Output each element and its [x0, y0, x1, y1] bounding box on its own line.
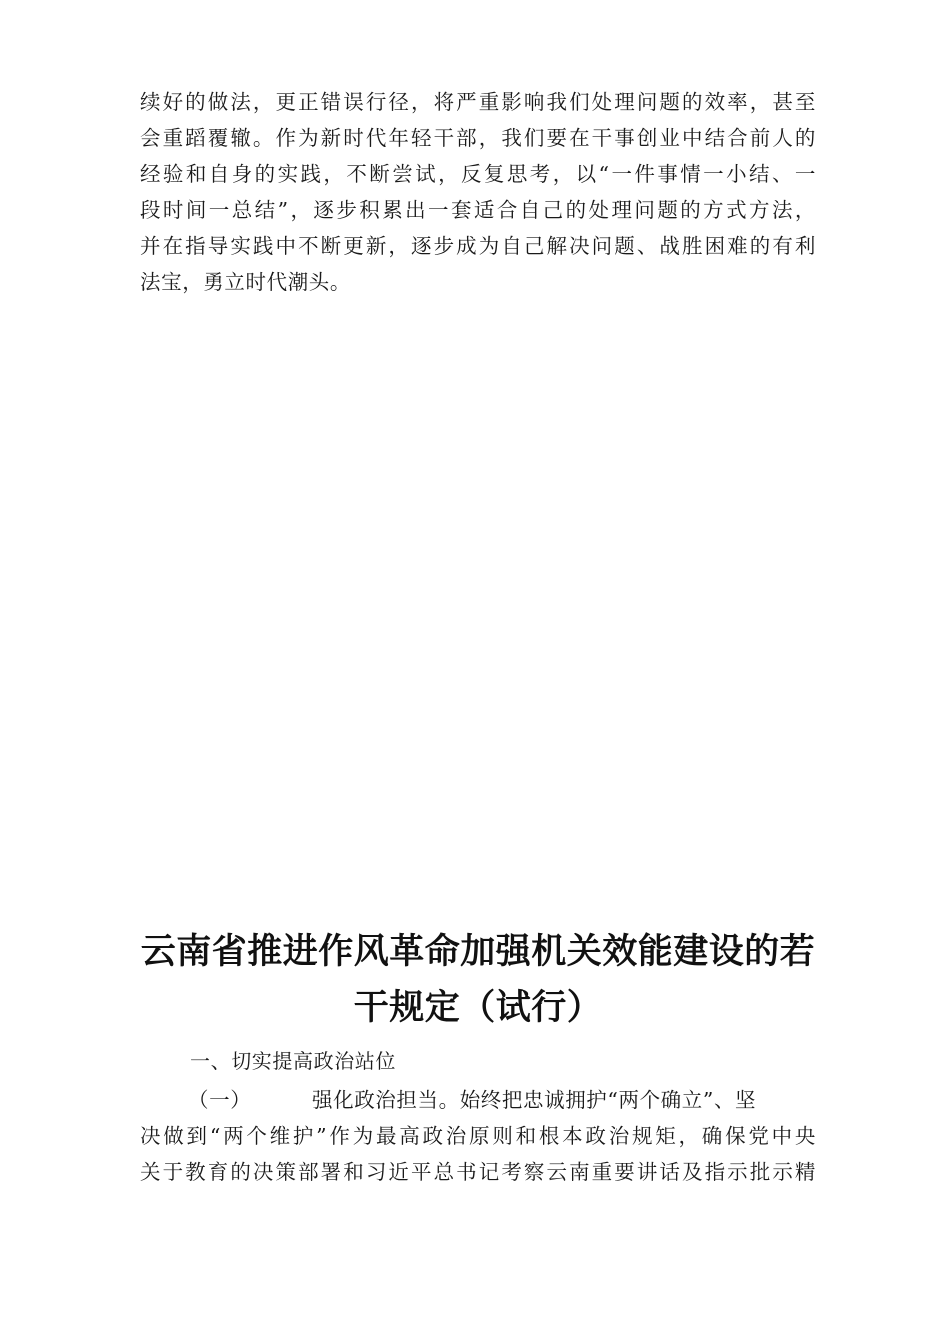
paragraph-line: 会重蹈覆辙。作为新时代年轻干部，我们要在干事创业中结合前人的 — [140, 126, 816, 150]
paragraph-line: 并在指导实践中不断更新，逐步成为自己解决问题、战胜困难的有利 — [140, 234, 816, 258]
paragraph-line: 续好的做法，更正错误行径，将严重影响我们处理问题的效率，甚至 — [140, 90, 816, 114]
paragraph-line: 法宝，勇立时代潮头。 — [140, 270, 351, 294]
item-first-line — [140, 1082, 816, 1118]
item-line: 决做到“两个维护”作为最高政治原则和根本政治规矩，确保党中央 — [140, 1124, 816, 1148]
item-line: 关于教育的决策部署和习近平总书记考察云南重要讲话及指示批示精 — [140, 1160, 816, 1184]
item-line-text: 强化政治担当。始终把忠诚拥护“两个确立”、坚 — [312, 1088, 757, 1112]
paragraph-line: 段时间一总结”，逐步积累出一套适合自己的处理问题的方式方法， — [140, 198, 816, 222]
continued-paragraph — [140, 84, 816, 300]
item-number: （一） — [188, 1088, 252, 1112]
paragraph-line: 经验和自身的实践，不断尝试，反复思考，以“一件事情一小结、一 — [140, 162, 816, 186]
document-title-line-1: 云南省推进作风革命加强机关效能建设的若 — [140, 932, 816, 972]
document-title-line-2: 干规定（试行） — [353, 988, 603, 1028]
document-title — [120, 924, 836, 1036]
section-heading: 一、切实提高政治站位 — [190, 1049, 396, 1073]
item-paragraph — [140, 1082, 816, 1190]
